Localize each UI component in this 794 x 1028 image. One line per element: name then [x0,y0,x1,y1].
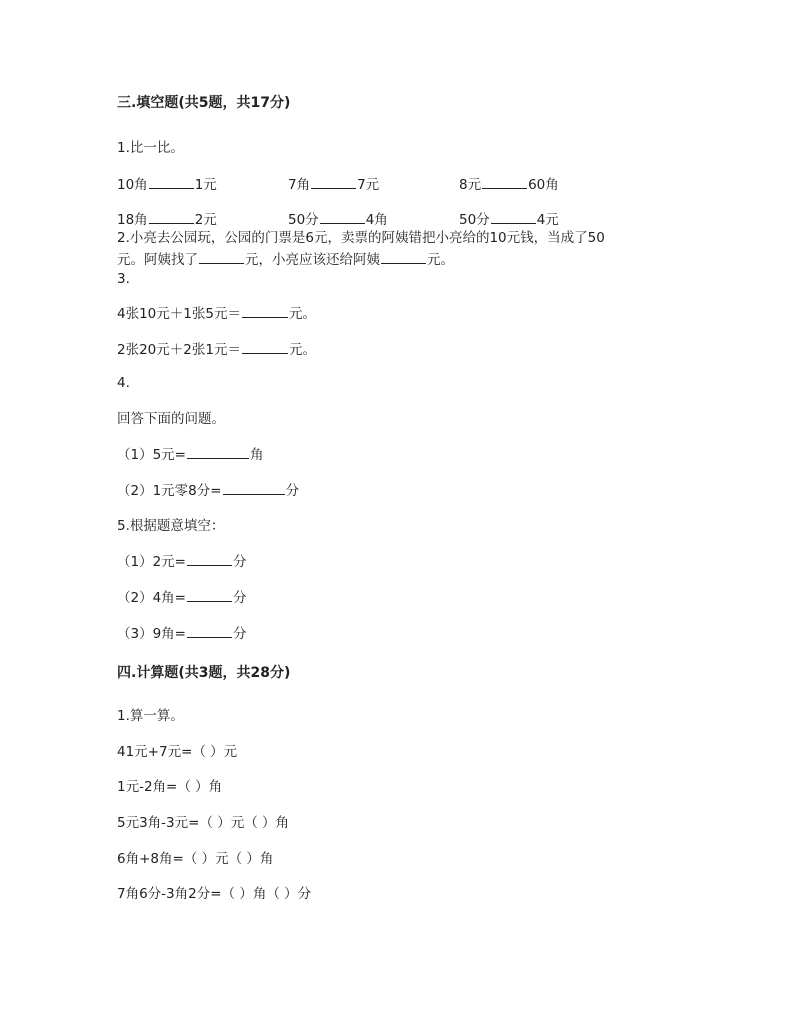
q3-unit: 元。 [288,342,316,358]
q4-unit: 分 [285,483,300,499]
q3-unit: 元。 [288,306,316,322]
answer-blank[interactable] [223,481,285,495]
q2-text-b: 元，小亮应该还给阿姨 [245,252,380,268]
q5-unit: 分 [233,590,247,606]
q4-item-1 [117,445,264,464]
compare-left: 50分 [459,212,490,228]
q5-expr: （3）9角= [117,626,186,642]
calc-line: 1元-2角=（ ）角 [117,779,223,795]
calc-line: 6角+8角=（ ）元（ ）角 [117,851,274,867]
q2-line-1: 2.小亮去公园玩，公园的门票是6元，卖票的阿姨错把小亮给的10元钱，当成了50 [117,230,605,246]
compare-item [117,175,217,194]
q3-line-2 [117,340,316,359]
q3-expr: 2张20元＋2张1元＝ [117,342,241,358]
q3-title: 3. [117,271,130,287]
q4-item-2 [117,481,299,500]
answer-blank[interactable] [187,445,249,459]
calc-line: 41元+7元=（ ）元 [117,744,238,760]
q2-line-2 [117,250,454,269]
compare-item [459,175,559,194]
section-4-heading: 四.计算题(共3题，共28分) [117,665,291,681]
compare-right: 7元 [357,177,380,193]
compare-left: 7角 [288,177,311,193]
compare-item [459,210,559,229]
q3-line-1 [117,304,316,323]
calc-line: 5元3角-3元=（ ）元（ ）角 [117,815,290,831]
q2-text-a: 元。阿姨找了 [117,252,198,268]
answer-blank[interactable] [187,624,232,638]
compare-right: 60角 [528,177,559,193]
compare-right: 4角 [365,212,388,228]
compare-right: 4元 [536,212,559,228]
answer-blank[interactable] [242,304,288,318]
compare-left: 8元 [459,177,482,193]
answer-blank[interactable] [187,552,232,566]
answer-blank[interactable] [381,250,426,264]
q4-expr: （1）5元= [117,447,186,463]
q1-title: 1.比一比。 [117,140,184,156]
compare-item [288,175,379,194]
answer-blank[interactable] [242,340,288,354]
q5-unit: 分 [233,626,247,642]
answer-blank[interactable] [187,588,232,602]
compare-left: 18角 [117,212,148,228]
q5-item-2 [117,588,247,607]
q5-expr: （2）4角= [117,590,186,606]
answer-blank[interactable] [199,250,244,264]
answer-blank[interactable] [149,175,194,189]
compare-left: 50分 [288,212,319,228]
q4-unit: 角 [250,447,264,463]
q4-title: 4. [117,375,130,391]
calc-line: 7角6分-3角2分=（ ）角（ ）分 [117,886,312,902]
q5-expr: （1）2元= [117,554,186,570]
answer-blank[interactable] [311,175,356,189]
compare-item [288,210,388,229]
q5-unit: 分 [233,554,247,570]
q2-text-c: 元。 [427,252,454,268]
answer-blank[interactable] [149,210,194,224]
q5-item-3 [117,624,247,643]
q4-expr: （2）1元零8分= [117,483,222,499]
q3-expr: 4张10元＋1张5元＝ [117,306,241,322]
q5-item-1 [117,552,247,571]
compare-left: 10角 [117,177,148,193]
compare-right: 2元 [194,212,217,228]
answer-blank[interactable] [482,175,527,189]
q4-prompt: 回答下面的问题。 [117,411,225,427]
answer-blank[interactable] [491,210,536,224]
s4-q1-title: 1.算一算。 [117,708,184,724]
answer-blank[interactable] [320,210,365,224]
q5-title: 5.根据题意填空： [117,518,225,534]
compare-right: 1元 [194,177,217,193]
section-3-heading: 三.填空题(共5题，共17分) [117,95,291,111]
compare-item [117,210,217,229]
